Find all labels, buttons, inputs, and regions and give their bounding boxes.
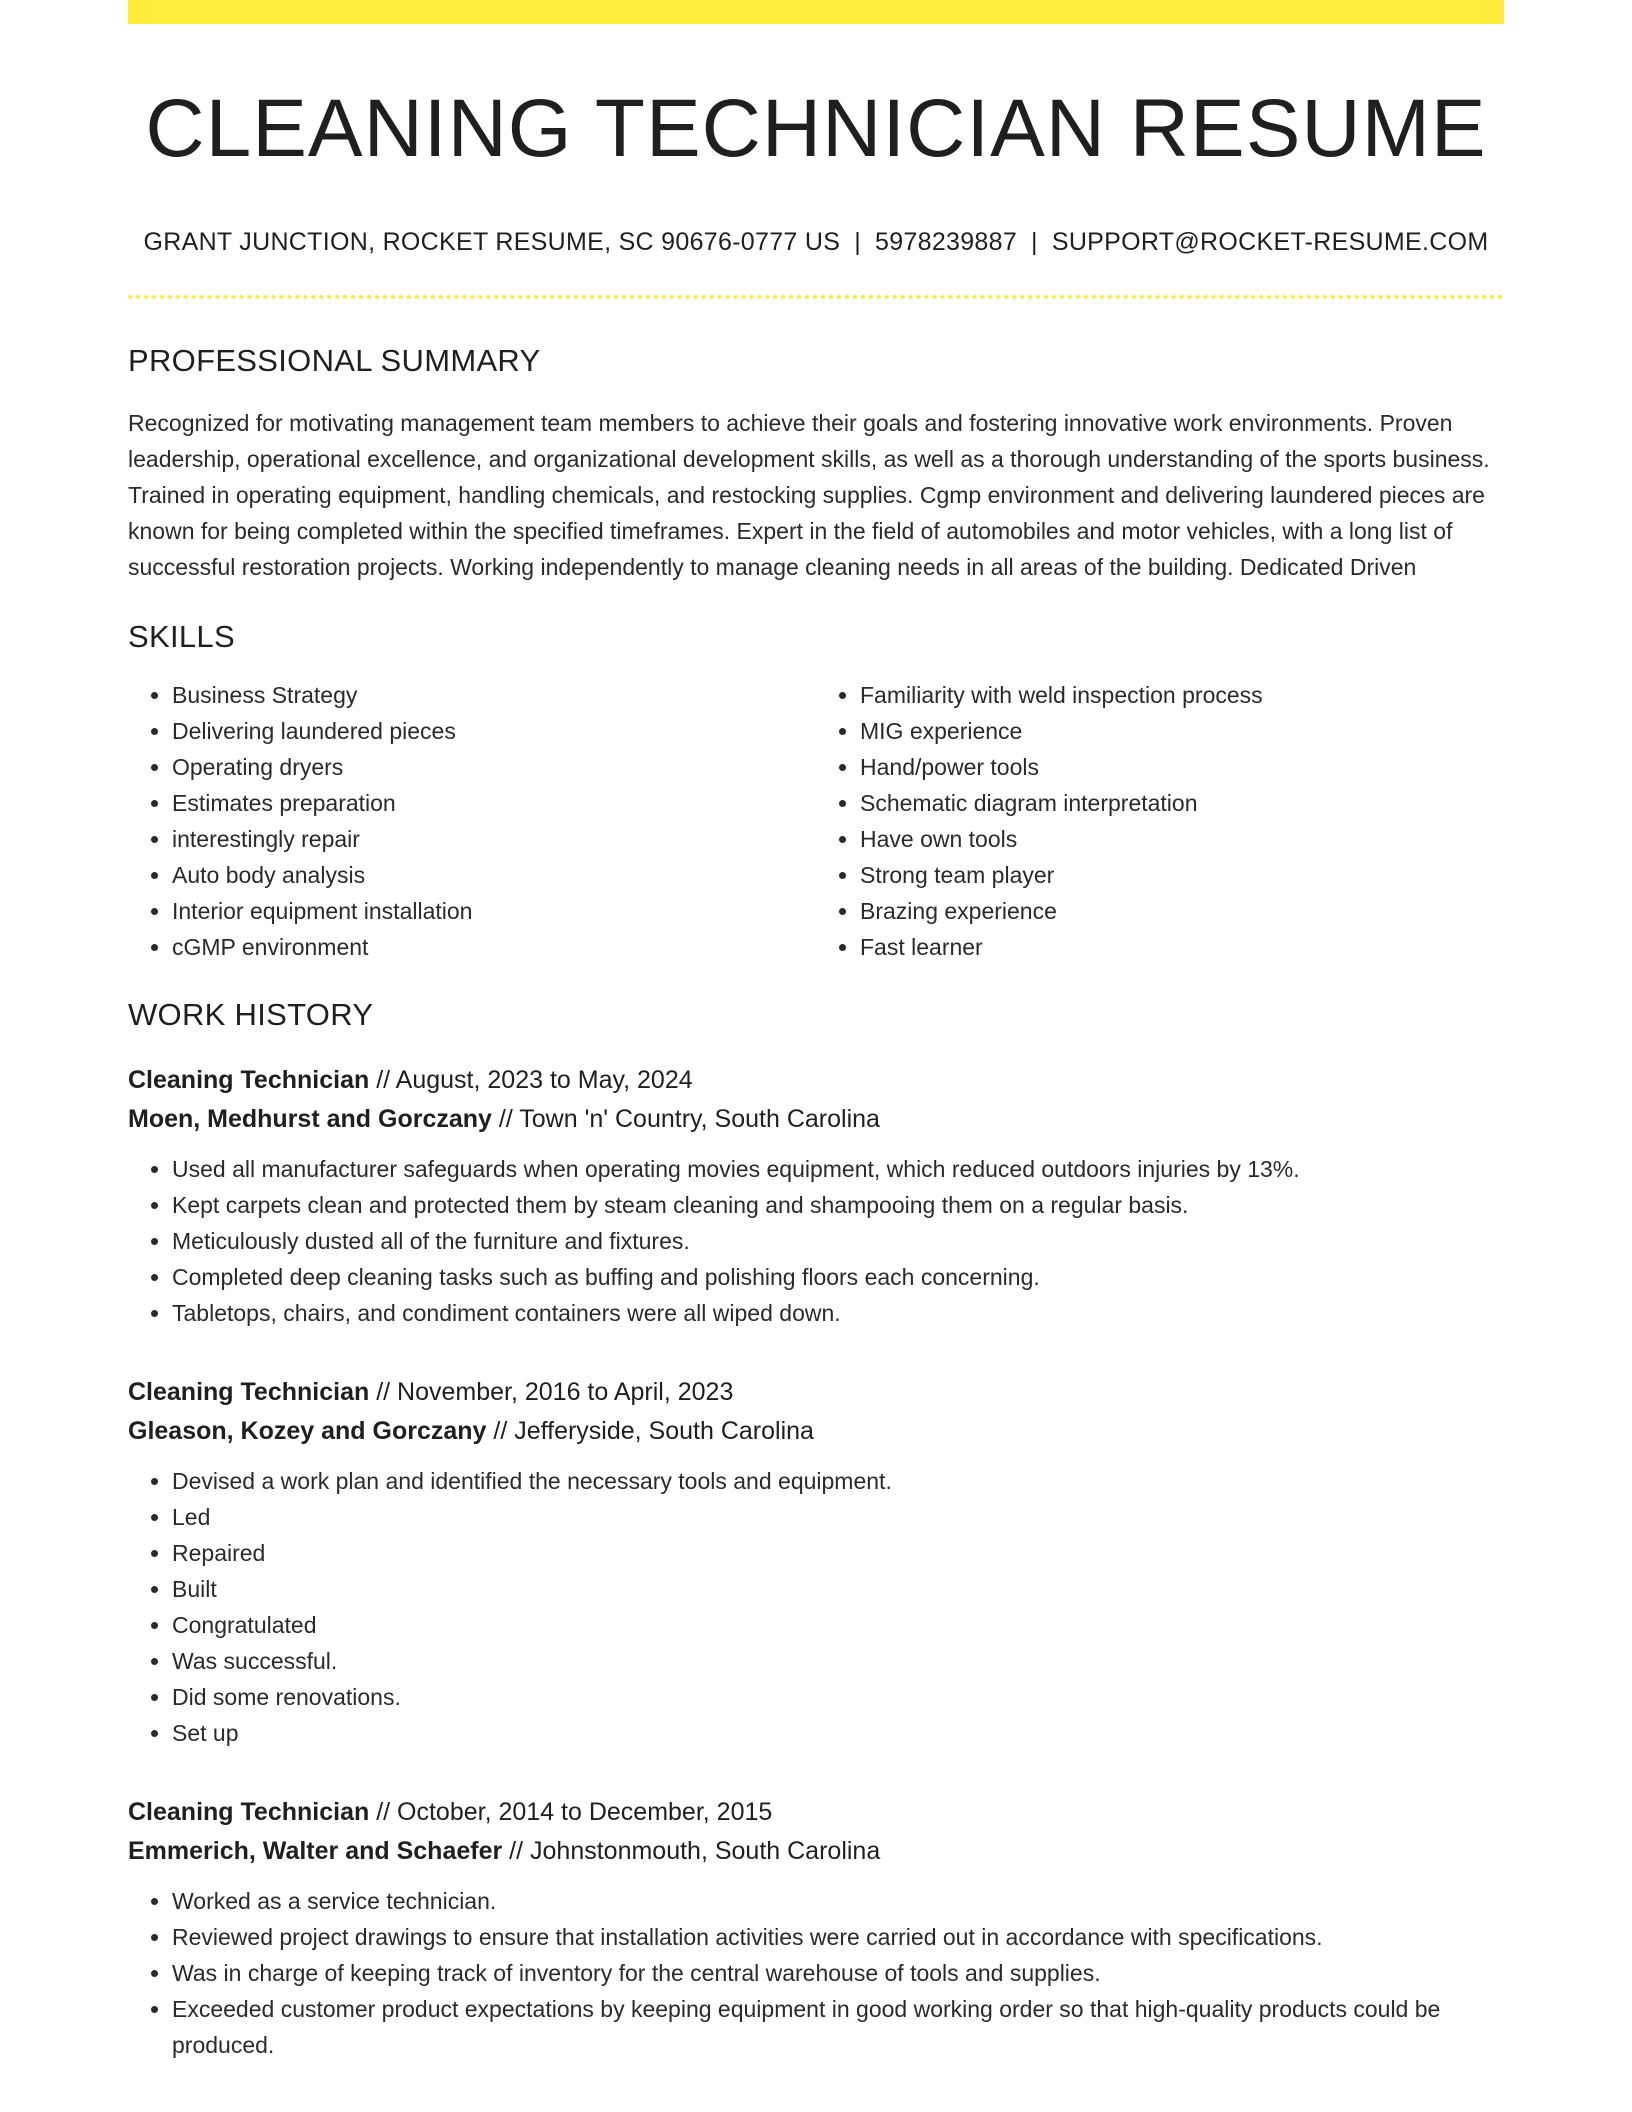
skills-list (128, 677, 1504, 965)
job-dates: // October, 2014 to December, 2015 (376, 1798, 773, 1827)
job-bullet: • Led (172, 1499, 1504, 1535)
skills-column-right (816, 677, 1504, 965)
contact-separator: | (1031, 228, 1038, 257)
skill-item: • Fast learner (860, 929, 1504, 965)
summary-heading: PROFESSIONAL SUMMARY (128, 343, 541, 379)
job-bullet: • Set up (172, 1715, 1504, 1751)
job-bullet: • Tabletops, chairs, and condiment containers were all wiped down. (172, 1295, 1504, 1331)
job-title: Cleaning Technician (128, 1798, 370, 1827)
contact-address: GRANT JUNCTION, ROCKET RESUME, SC 90676-0777 US (143, 228, 841, 257)
job-bullet: • Completed deep cleaning tasks such as buffing and polishing floors each concerning. (172, 1259, 1504, 1295)
skill-item: • Interior equipment installation (172, 893, 816, 929)
contact-line (128, 228, 1504, 257)
job-company-line (128, 1100, 1504, 1139)
job-bullets (128, 1463, 1504, 1751)
job-location: // Town 'n' Country, South Carolina (498, 1105, 880, 1134)
skill-item: • Brazing experience (860, 893, 1504, 929)
job-bullet: • Meticulously dusted all of the furniture and fixtures. (172, 1223, 1504, 1259)
skill-item: • Operating dryers (172, 749, 816, 785)
summary-text: Recognized for motivating management team members to achieve their goals and fostering innovative work environments. Proven leadership, operational excellence, and organizational development skills, as well as a thorough understanding of the sports business. Trained in operating equipment, handling chemicals, and restocking supplies. Cgmp environment and delivering laundered pieces are known for being completed within the specified timeframes. Expert in the field of automobiles and motor vehicles, with a long list of successful restoration projects. Working independently to manage cleaning needs in all areas of the building. Dedicated Driven (128, 410, 1490, 581)
job-bullet: • Worked as a service technician. (172, 1883, 1504, 1919)
dotted-divider (128, 295, 1504, 299)
job-bullets (128, 1151, 1504, 1331)
job-title-line (128, 1061, 1504, 1100)
job-title-line (128, 1793, 1504, 1832)
job-title: Cleaning Technician (128, 1066, 370, 1095)
skill-item: • MIG experience (860, 713, 1504, 749)
job-bullet: • Was in charge of keeping track of inventory for the central warehouse of tools and supplies. (172, 1955, 1504, 1991)
contact-email: SUPPORT@ROCKET-RESUME.COM (1051, 228, 1489, 257)
job-location: // Johnstonmouth, South Carolina (509, 1837, 881, 1866)
skill-item: • Business Strategy (172, 677, 816, 713)
contact-separator: | (854, 228, 861, 257)
skill-item: • Delivering laundered pieces (172, 713, 816, 749)
skill-item: • Hand/power tools (860, 749, 1504, 785)
job-bullet: • Congratulated (172, 1607, 1504, 1643)
job-bullet: • Was successful. (172, 1643, 1504, 1679)
job-bullet: • Did some renovations. (172, 1679, 1504, 1715)
job-bullet: • Used all manufacturer safeguards when operating movies equipment, which reduced outdoors injuries by 13%. (172, 1151, 1504, 1187)
work-history-heading: WORK HISTORY (128, 997, 374, 1033)
top-accent-bar (128, 0, 1504, 24)
job-bullets (128, 1883, 1504, 2063)
job-bullet: • Devised a work plan and identified the necessary tools and equipment. (172, 1463, 1504, 1499)
skill-item: • Familiarity with weld inspection process (860, 677, 1504, 713)
job-entry (128, 1373, 1504, 1751)
skills-heading: SKILLS (128, 619, 235, 655)
job-entry (128, 1793, 1504, 2063)
job-company-line (128, 1412, 1504, 1451)
job-bullet: • Reviewed project drawings to ensure that installation activities were carried out in accordance with specifications. (172, 1919, 1504, 1955)
job-location: // Jefferyside, South Carolina (493, 1417, 814, 1446)
job-entry (128, 1061, 1504, 1331)
job-dates: // November, 2016 to April, 2023 (376, 1378, 734, 1407)
job-company: Gleason, Kozey and Gorczany (128, 1417, 487, 1446)
job-company: Moen, Medhurst and Gorczany (128, 1105, 492, 1134)
job-dates: // August, 2023 to May, 2024 (376, 1066, 693, 1095)
job-bullet: • Built (172, 1571, 1504, 1607)
job-bullet: • Kept carpets clean and protected them by steam cleaning and shampooing them on a regular basis. (172, 1187, 1504, 1223)
skill-item: • Have own tools (860, 821, 1504, 857)
skill-item: • Schematic diagram interpretation (860, 785, 1504, 821)
job-bullet: • Exceeded customer product expectations by keeping equipment in good working order so that high-quality products could be produced. (172, 1991, 1504, 2063)
skill-item: • cGMP environment (172, 929, 816, 965)
skill-item: • interestingly repair (172, 821, 816, 857)
skills-column-left (128, 677, 816, 965)
skill-item: • Strong team player (860, 857, 1504, 893)
resume-page (128, 0, 1504, 2063)
skill-item: • Auto body analysis (172, 857, 816, 893)
job-company-line (128, 1832, 1504, 1871)
contact-phone: 5978239887 (875, 228, 1018, 257)
job-bullet: • Repaired (172, 1535, 1504, 1571)
job-company: Emmerich, Walter and Schaefer (128, 1837, 503, 1866)
skill-item: • Estimates preparation (172, 785, 816, 821)
resume-title: CLEANING TECHNICIAN RESUME (145, 83, 1487, 174)
job-title: Cleaning Technician (128, 1378, 370, 1407)
job-title-line (128, 1373, 1504, 1412)
